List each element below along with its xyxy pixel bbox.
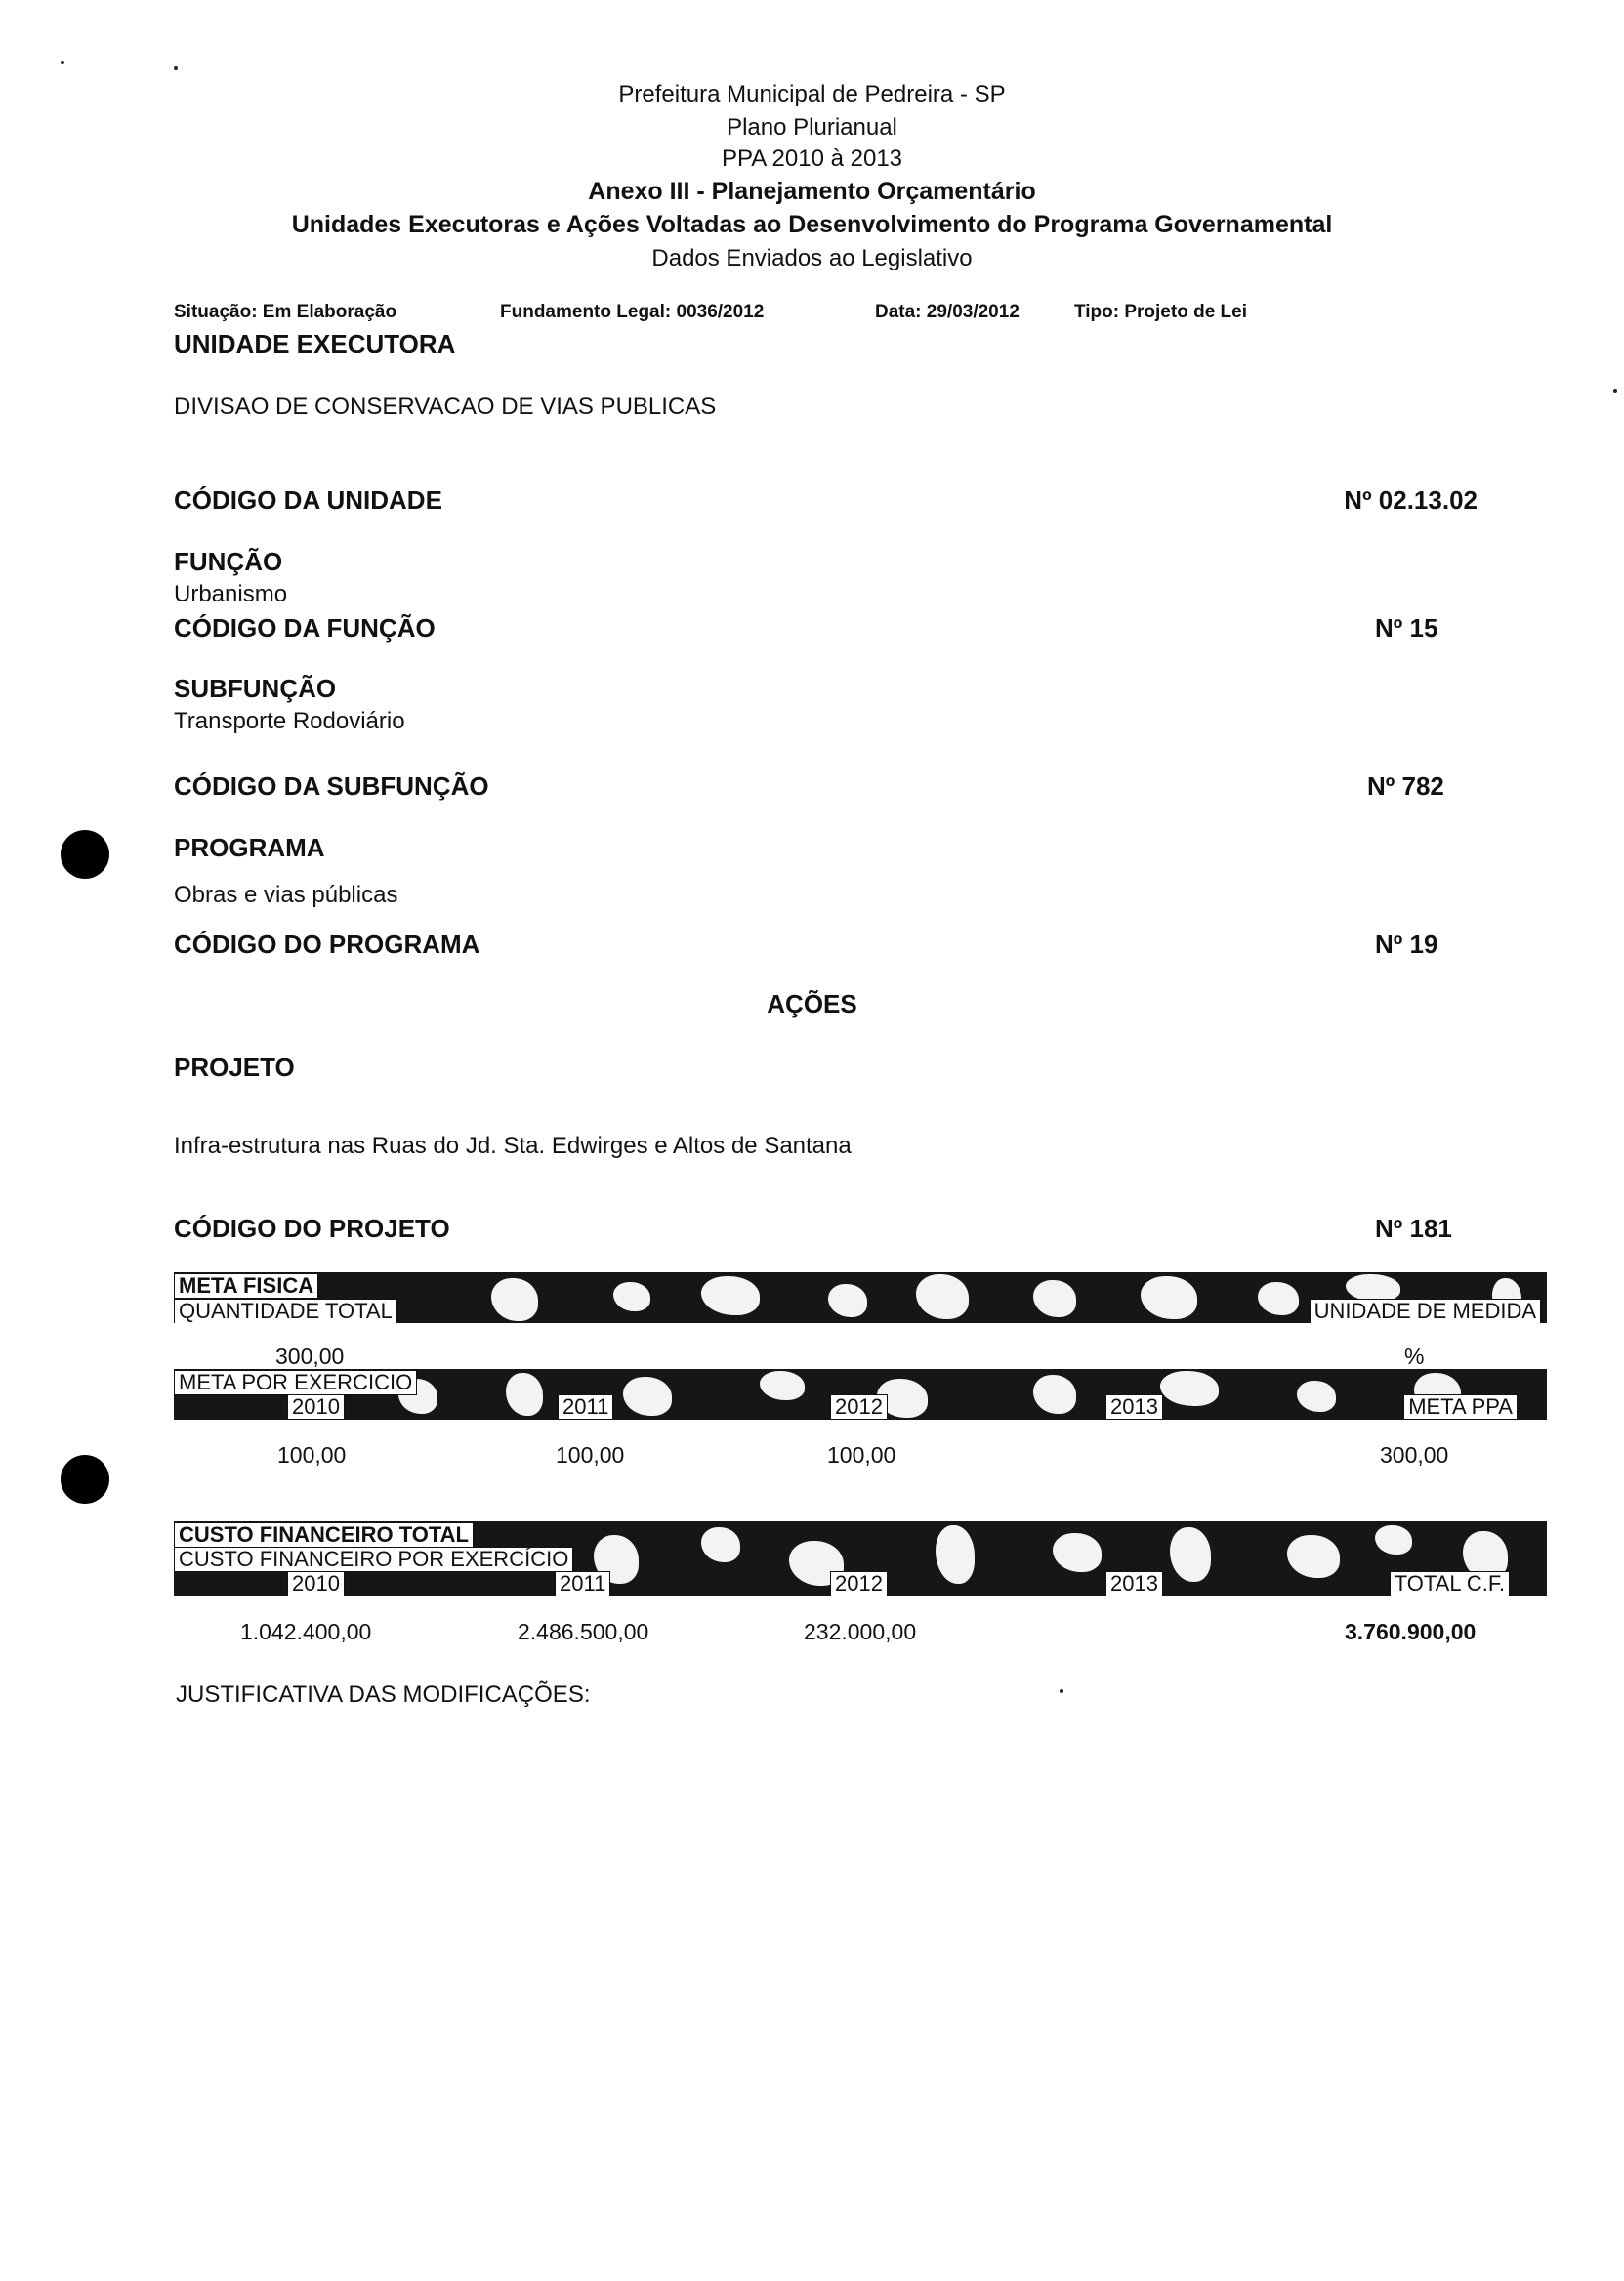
status-data: Data: 29/03/2012: [875, 302, 1020, 322]
subfuncao-value: Transporte Rodoviário: [174, 708, 405, 734]
meta-exercicio-band: [174, 1369, 1547, 1420]
custo-value-2012: 232.000,00: [804, 1619, 917, 1644]
custo-value-2010: 1.042.400,00: [240, 1619, 372, 1644]
status-situacao: Situação: Em Elaboração: [174, 302, 397, 322]
quantidade-total-label: QUANTIDADE TOTAL: [174, 1299, 397, 1323]
meta-value-2010: 100,00: [277, 1442, 347, 1468]
custo-exercicio-label: CUSTO FINANCEIRO POR EXERCÍCIO: [174, 1547, 573, 1572]
meta-value-2011: 100,00: [556, 1442, 625, 1468]
unidade-medida-label: UNIDADE DE MEDIDA: [1310, 1299, 1541, 1323]
unidade-medida-value: %: [1404, 1344, 1425, 1369]
custo-year-2011: 2011: [555, 1571, 610, 1596]
meta-year-2013: 2013: [1105, 1394, 1163, 1420]
unidade-value: DIVISAO DE CONSERVACAO DE VIAS PUBLICAS: [174, 394, 717, 420]
meta-year-2010: 2010: [287, 1394, 345, 1420]
punch-hole: [61, 830, 109, 879]
meta-fisica-title: META FISICA: [174, 1273, 318, 1299]
acoes-label: AÇÕES: [767, 989, 857, 1018]
header-annex: Anexo III - Planejamento Orçamentário: [588, 178, 1036, 205]
projeto-value: Infra-estrutura nas Ruas do Jd. Sta. Edwirges e Altos de Santana: [174, 1133, 852, 1159]
header-plan: Plano Plurianual: [727, 114, 897, 141]
custo-year-2013: 2013: [1105, 1571, 1163, 1596]
codigo-unidade-value: Nº 02.13.02: [1344, 485, 1478, 515]
unidade-label: UNIDADE EXECUTORA: [174, 329, 456, 358]
total-cf-label: TOTAL C.F.: [1390, 1571, 1510, 1596]
custo-year-2012: 2012: [830, 1571, 888, 1596]
codigo-funcao-value: Nº 15: [1375, 613, 1438, 643]
total-cf-value: 3.760.900,00: [1345, 1619, 1477, 1644]
codigo-funcao-label: CÓDIGO DA FUNÇÃO: [174, 613, 436, 643]
funcao-label: FUNÇÃO: [174, 547, 283, 576]
programa-label: PROGRAMA: [174, 833, 325, 862]
meta-ppa-value: 300,00: [1380, 1442, 1449, 1468]
projeto-label: PROJETO: [174, 1053, 295, 1082]
custo-financeiro-band: [174, 1521, 1547, 1596]
punch-hole: [61, 1455, 109, 1504]
custo-year-2010: 2010: [287, 1571, 345, 1596]
codigo-unidade-label: CÓDIGO DA UNIDADE: [174, 485, 442, 515]
codigo-subfuncao-value: Nº 782: [1367, 771, 1444, 801]
meta-exercicio-label: META POR EXERCICIO: [174, 1370, 417, 1395]
meta-year-2012: 2012: [830, 1394, 888, 1420]
header-subtitle: Dados Enviados ao Legislativo: [651, 245, 973, 271]
programa-value: Obras e vias públicas: [174, 882, 398, 908]
codigo-projeto-value: Nº 181: [1375, 1214, 1452, 1243]
codigo-programa-label: CÓDIGO DO PROGRAMA: [174, 930, 480, 959]
justificativa-label: JUSTIFICATIVA DAS MODIFICAÇÕES:: [176, 1681, 591, 1708]
codigo-programa-value: Nº 19: [1375, 930, 1438, 959]
codigo-subfuncao-label: CÓDIGO DA SUBFUNÇÃO: [174, 771, 489, 801]
header-period: PPA 2010 à 2013: [721, 145, 903, 172]
scan-speck: [1613, 389, 1617, 393]
status-tipo: Tipo: Projeto de Lei: [1074, 302, 1247, 322]
scan-speck: [1060, 1689, 1063, 1693]
subfuncao-label: SUBFUNÇÃO: [174, 674, 337, 703]
custo-total-title: CUSTO FINANCEIRO TOTAL: [174, 1522, 474, 1548]
scan-speck: [61, 61, 64, 64]
meta-year-2011: 2011: [558, 1394, 613, 1420]
meta-value-2012: 100,00: [827, 1442, 896, 1468]
custo-value-2011: 2.486.500,00: [518, 1619, 649, 1644]
scan-speck: [174, 66, 178, 70]
header-title: Unidades Executoras e Ações Voltadas ao Desenvolvimento do Programa Governamental: [291, 211, 1333, 238]
funcao-value: Urbanismo: [174, 581, 288, 607]
codigo-projeto-label: CÓDIGO DO PROJETO: [174, 1214, 450, 1243]
meta-ppa-label: META PPA: [1403, 1394, 1518, 1420]
meta-fisica-band: [174, 1272, 1547, 1323]
quantidade-total-value: 300,00: [275, 1344, 345, 1369]
status-fundamento: Fundamento Legal: 0036/2012: [500, 302, 765, 322]
header-municipality: Prefeitura Municipal de Pedreira - SP: [618, 81, 1006, 107]
